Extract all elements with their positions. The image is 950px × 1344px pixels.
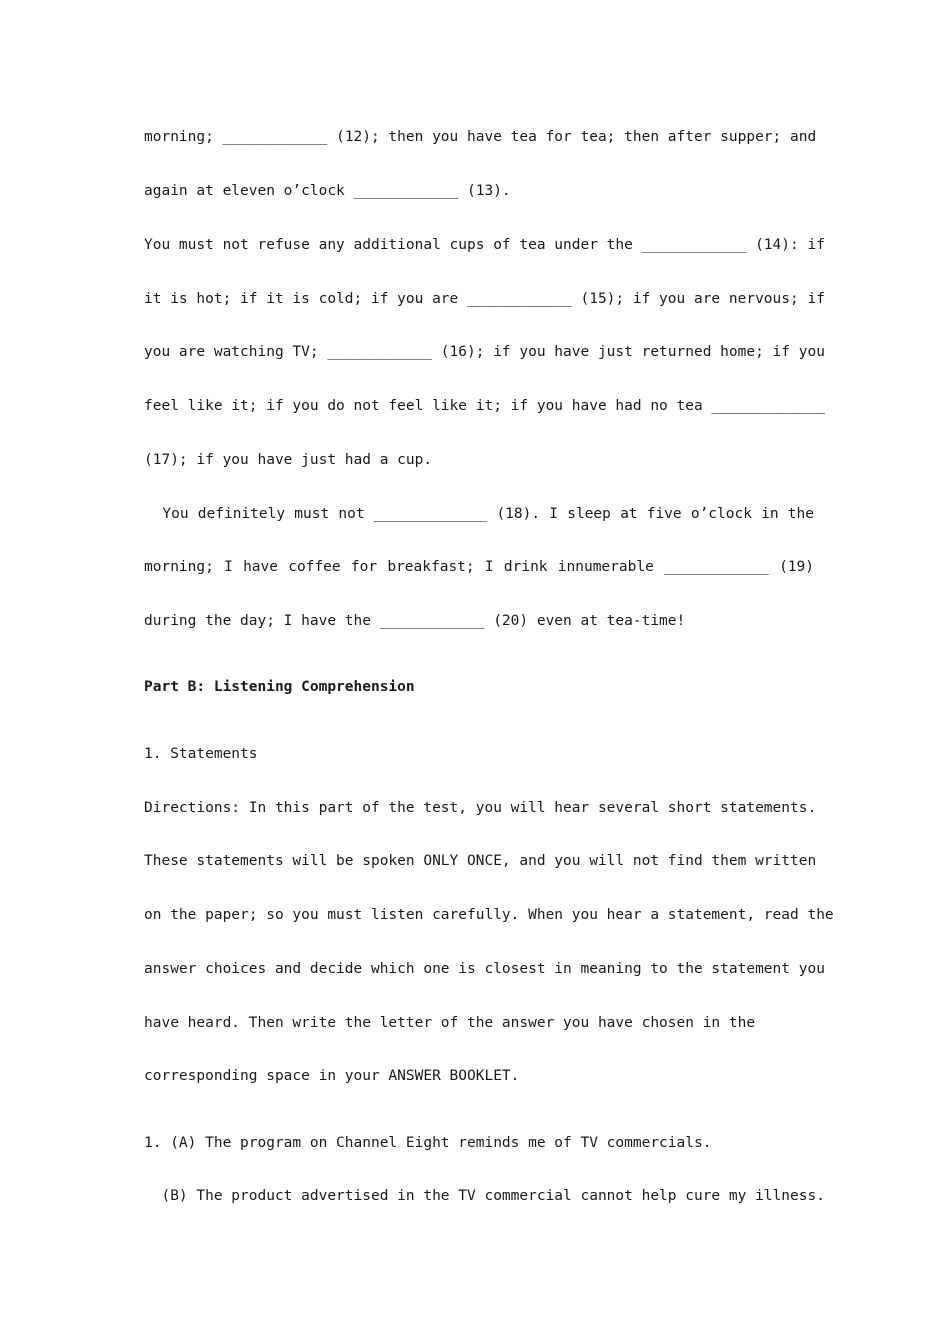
directions-line: have heard. Then write the letter of the answer you have chosen in the <box>144 1015 756 1031</box>
passage-line: again at eleven o’clock ____________ (13). <box>144 183 511 199</box>
directions-line: corresponding space in your ANSWER BOOKLET. <box>144 1068 520 1084</box>
passage-line: morning; I have coffee for breakfast; I drink innumerable ____________ (19) <box>144 559 814 575</box>
question-option-a: 1. (A) The program on Channel Eight reminds me of TV commercials. <box>144 1135 712 1151</box>
passage-line: you are watching TV; ____________ (16); if you have just returned home; if you <box>144 344 825 360</box>
passage-line: during the day; I have the ____________ (20) even at tea-time! <box>144 613 686 629</box>
passage-line: You must not refuse any additional cups of tea under the ____________ (14): if <box>144 237 825 253</box>
passage-line: (17); if you have just had a cup. <box>144 452 433 468</box>
passage-line: morning; ____________ (12); then you have tea for tea; then after supper; and <box>144 129 817 145</box>
subsection-title: 1. Statements <box>144 746 258 762</box>
question-option-b: (B) The product advertised in the TV commercial cannot help cure my illness. <box>144 1188 825 1204</box>
directions-line: answer choices and decide which one is closest in meaning to the statement you <box>144 961 825 977</box>
directions-line: Directions: In this part of the test, you will hear several short statements. <box>144 800 817 816</box>
directions-line: These statements will be spoken ONLY ONCE, and you will not find them written <box>144 853 817 869</box>
section-heading: Part B: Listening Comprehension <box>144 679 415 695</box>
passage-line: You definitely must not _____________ (18). I sleep at five o’clock in the <box>144 506 814 522</box>
passage-line: it is hot; if it is cold; if you are ____________ (15); if you are nervous; if <box>144 291 825 307</box>
passage-line: feel like it; if you do not feel like it; if you have had no tea _____________ <box>144 398 825 414</box>
directions-line: on the paper; so you must listen carefully. When you hear a statement, read the <box>144 907 834 923</box>
